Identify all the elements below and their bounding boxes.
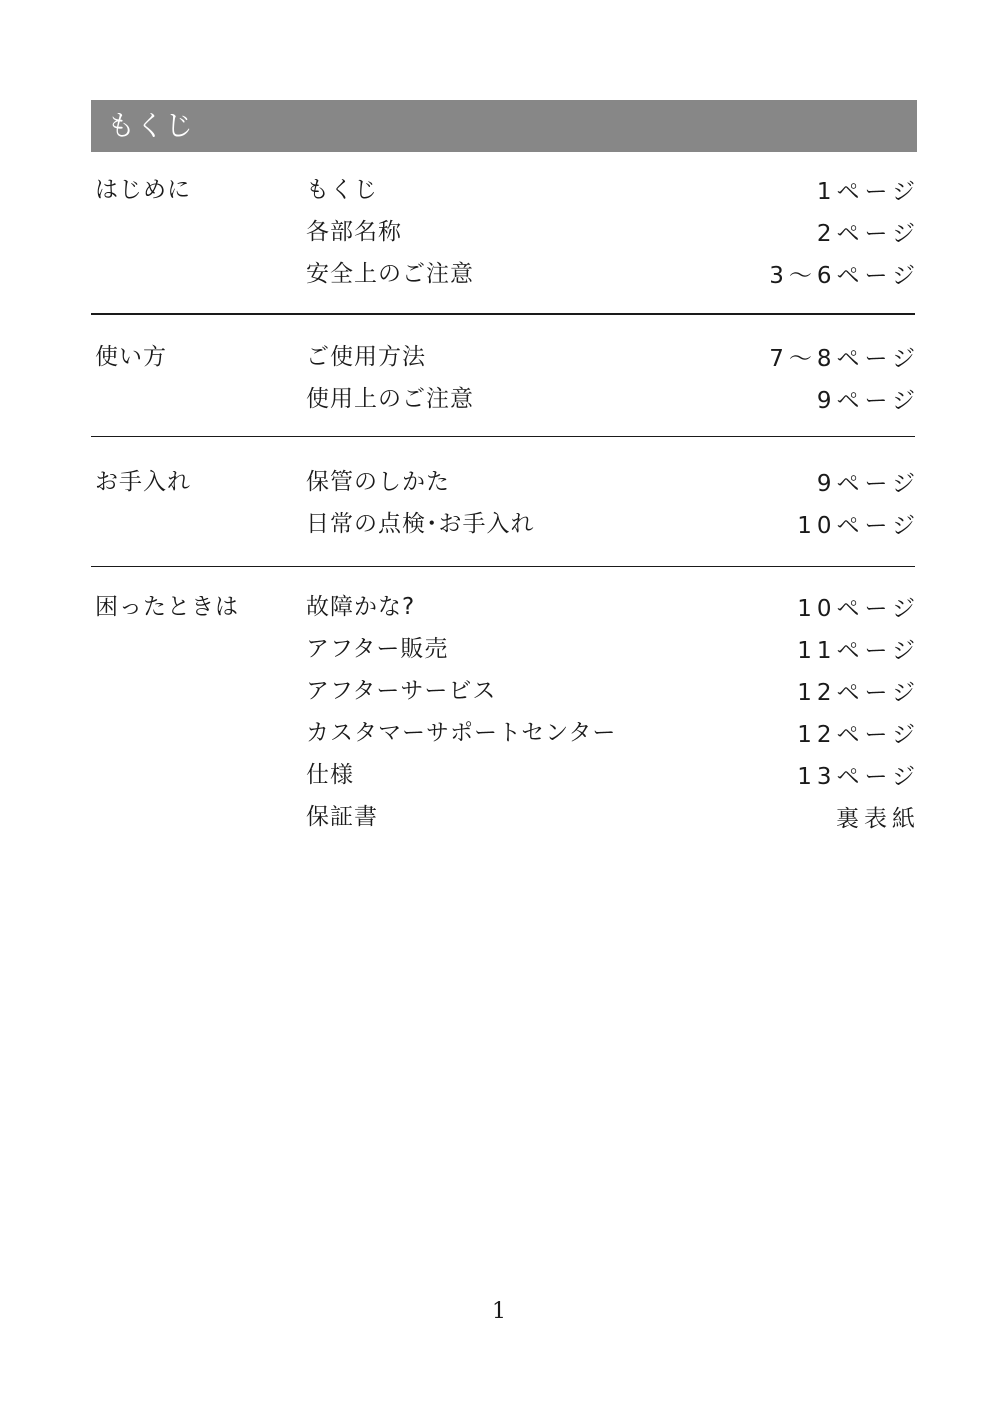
toc-entry-title: 安全上のご注意 xyxy=(306,261,474,287)
toc-entry-title: カスタマーサポートセンター xyxy=(306,720,617,746)
toc-entry[interactable] xyxy=(91,717,920,759)
toc-entry-page: 3～6ページ xyxy=(769,263,920,289)
toc-entry[interactable] xyxy=(91,801,920,843)
toc-entry-page: 9ページ xyxy=(816,471,920,497)
toc-entry-page: 13ページ xyxy=(797,764,920,790)
section-divider xyxy=(91,313,915,315)
toc-entry-title: ご使用方法 xyxy=(306,344,426,370)
toc-entry-title: アフターサービス xyxy=(306,678,497,704)
toc-entry-title: 使用上のご注意 xyxy=(306,386,474,412)
toc-entry-page: 9ページ xyxy=(816,388,920,414)
toc-entry[interactable] xyxy=(91,675,920,717)
section-label: はじめに xyxy=(95,177,191,203)
section-label: お手入れ xyxy=(95,469,191,495)
toc-entry-page: 11ページ xyxy=(797,638,920,664)
toc-entry-title: 日常の点検･お手入れ xyxy=(306,511,535,537)
page-number: 1 xyxy=(492,1299,506,1324)
toc-entry[interactable] xyxy=(91,466,920,508)
section-label: 困ったときは xyxy=(95,594,239,620)
toc-entry-page: 7～8ページ xyxy=(769,346,920,372)
toc-entry-title: 各部名称 xyxy=(306,219,402,245)
toc-entry-title: 仕様 xyxy=(306,762,354,788)
toc-entry-page: 10ページ xyxy=(797,596,920,622)
toc-entry[interactable] xyxy=(91,633,920,675)
toc-entry-page: 12ページ xyxy=(797,722,920,748)
toc-entry-title: 保管のしかた xyxy=(306,469,450,495)
section-divider xyxy=(91,436,915,437)
toc-entry[interactable] xyxy=(91,341,920,383)
toc-entry-title: もくじ xyxy=(306,177,378,203)
toc-title-bar xyxy=(91,100,917,152)
toc-title: もくじ xyxy=(107,109,195,142)
toc-entry[interactable] xyxy=(91,383,920,425)
toc-entry[interactable] xyxy=(91,591,920,633)
toc-entry[interactable] xyxy=(91,258,920,300)
toc-entry-title: アフター販売 xyxy=(306,636,449,662)
toc-entry[interactable] xyxy=(91,174,920,216)
section-divider xyxy=(91,566,915,567)
toc-entry[interactable] xyxy=(91,508,920,550)
toc-entry-page: 12ページ xyxy=(797,680,920,706)
toc-entry-page: 2ページ xyxy=(816,221,920,247)
toc-entry-page: 裏表紙 xyxy=(836,806,920,832)
section-label: 使い方 xyxy=(95,344,167,370)
toc-entry-title: 保証書 xyxy=(306,804,378,830)
toc-entry-page: 10ページ xyxy=(797,513,920,539)
toc-entry-page: 1ページ xyxy=(816,179,920,205)
toc-entry-title: 故障かな? xyxy=(306,594,416,620)
toc-entry[interactable] xyxy=(91,216,920,258)
toc-entry[interactable] xyxy=(91,759,920,801)
